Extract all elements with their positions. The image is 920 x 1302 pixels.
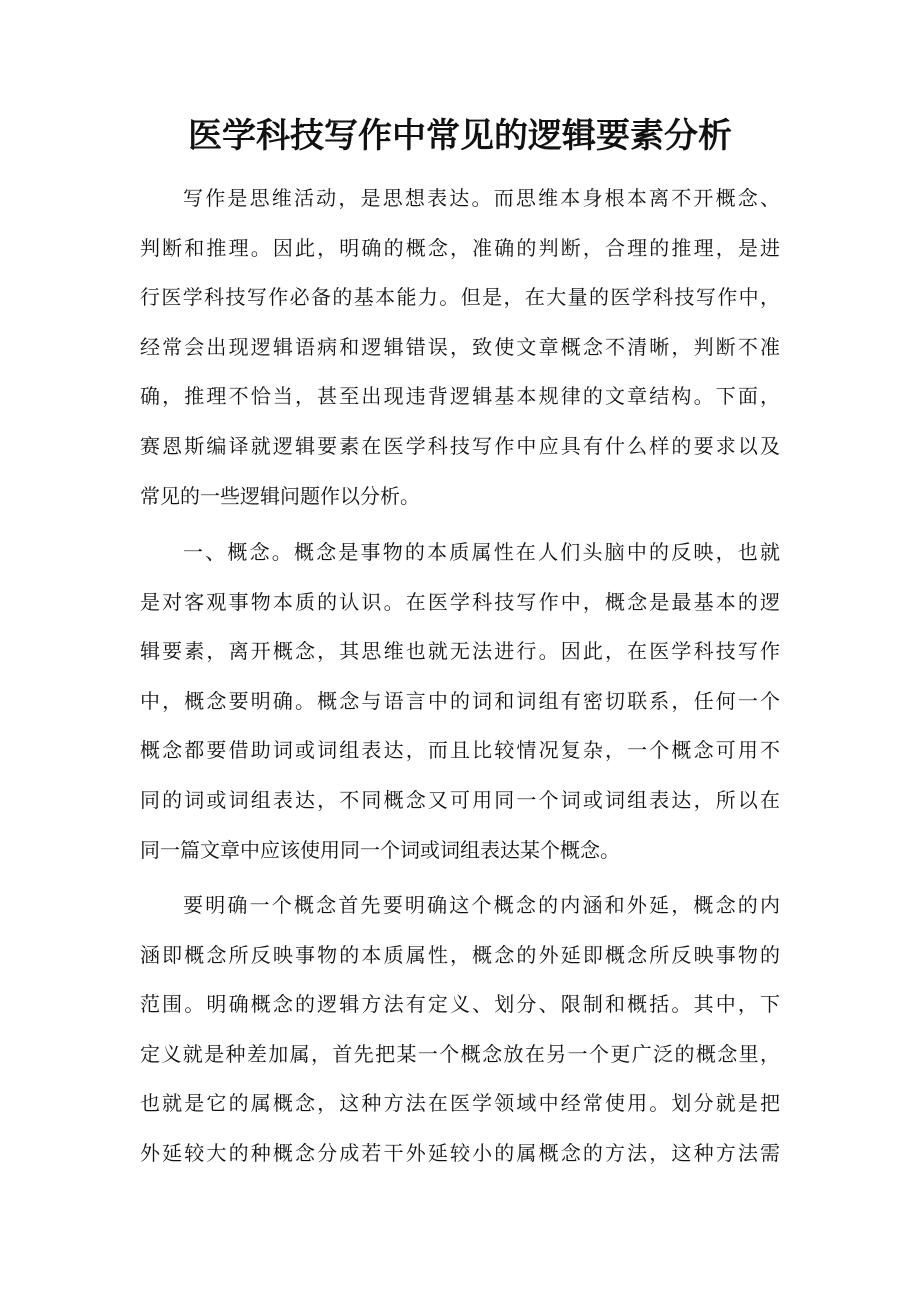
paragraph-line: 同的词或词组表达，不同概念又可用同一个词或词组表达，所以在: [140, 787, 780, 812]
paragraph-line: 辑要素，离开概念，其思维也就无法进行。因此，在医学科技写作: [140, 639, 780, 664]
paragraph-line: 要明确一个概念首先要明确这个概念的内涵和外延，概念的内: [183, 893, 780, 917]
paragraph-line: 赛恩斯编译就逻辑要素在医学科技写作中应具有什么样的要求以及: [140, 433, 780, 458]
document-title: 医学科技写作中常见的逻辑要素分析: [188, 116, 732, 156]
paragraph-line: 概念都要借助词或词组表达，而且比较情况复杂，一个概念可用不: [140, 738, 780, 763]
paragraph-concept: [140, 528, 780, 875]
paragraph-line: 判断和推理。因此，明确的概念，准确的判断，合理的推理，是进: [140, 235, 780, 260]
paragraph-line: 经常会出现逻辑语病和逻辑错误，致使文章概念不清晰，判断不准: [140, 334, 780, 359]
paragraph-line: 确，推理不恰当，甚至出现违背逻辑基本规律的文章结构。下面，: [140, 384, 780, 409]
paragraph-line: 也就是它的属概念，这种方法在医学领域中经常使用。划分就是把: [140, 1091, 780, 1116]
paragraph-line: 涵即概念所反映事物的本质属性，概念的外延即概念所反映事物的: [140, 942, 780, 967]
paragraph-line: 范围。明确概念的逻辑方法有定义、划分、限制和概括。其中，下: [140, 992, 780, 1017]
paragraph-line: 中，概念要明确。概念与语言中的词和词组有密切联系，任何一个: [140, 688, 780, 713]
paragraph-definition: [140, 881, 780, 1179]
paragraph-line: 一、概念。概念是事物的本质属性在人们头脑中的反映，也就: [183, 540, 780, 564]
paragraph-line: 行医学科技写作必备的基本能力。但是，在大量的医学科技写作中，: [140, 285, 780, 310]
paragraph-intro: [140, 174, 780, 521]
paragraph-line: 写作是思维活动，是思想表达。而思维本身根本离不开概念、: [183, 186, 780, 210]
paragraph-line: 定义就是种差加属，首先把某一个概念放在另一个更广泛的概念里，: [140, 1041, 780, 1066]
paragraph-line: 常见的一些逻辑问题作以分析。: [140, 483, 420, 508]
paragraph-line: 是对客观事物本质的认识。在医学科技写作中，概念是最基本的逻: [140, 589, 780, 614]
paragraph-line: 同一篇文章中应该使用同一个词或词组表达某个概念。: [140, 837, 620, 862]
paragraph-line: 外延较大的种概念分成若干外延较小的属概念的方法，这种方法需: [140, 1140, 780, 1165]
